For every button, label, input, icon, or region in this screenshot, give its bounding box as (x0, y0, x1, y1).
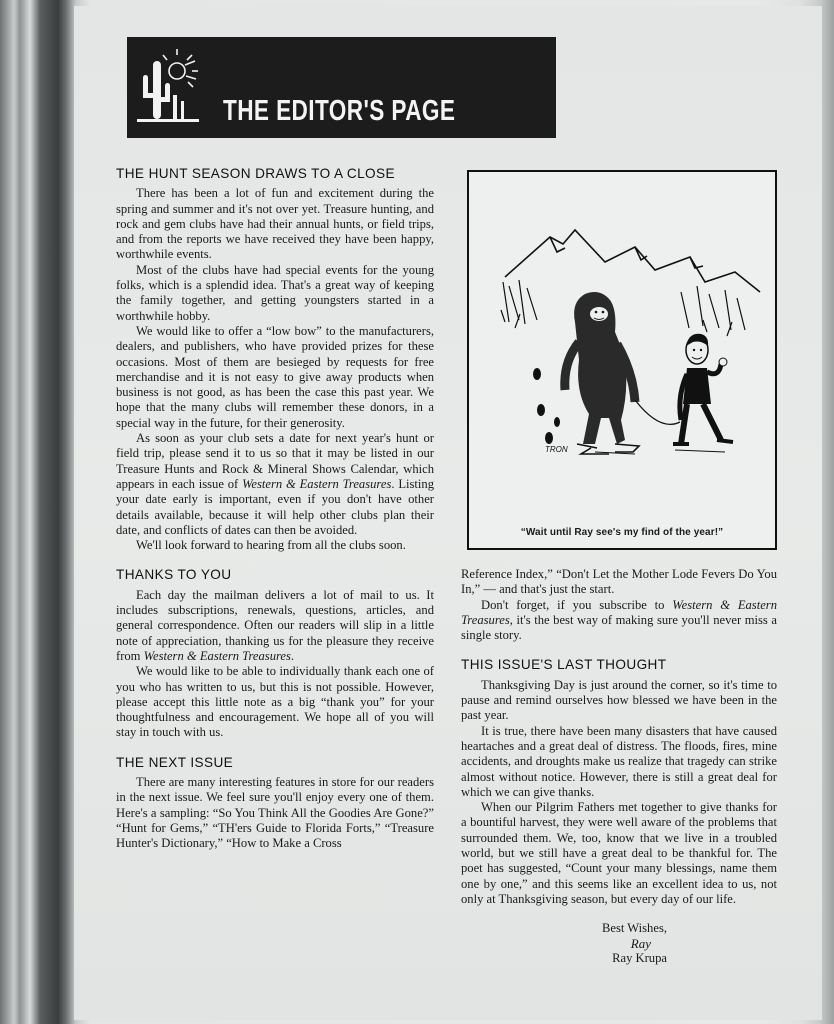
paragraph: We would like to be able to individually thank each one of you who has written to us, but this is not possible. However, please accept this little note as a big “thank you” for your thoughtfulness and encouragement. We hope all of you will stay in touch with us. (116, 664, 434, 740)
desert-cactus-sun-icon (137, 45, 199, 125)
paragraph: It is true, there have been many disasters that have caused heartaches and a great deal of distress. The floods, fires, mine accidents, and droughts make us realize that tragedy can strike almost without notice. However, there is still a great deal for which we can give thanks. (461, 723, 777, 799)
section-heading: THANKS TO YOU (116, 567, 232, 583)
paragraph: There are many interesting features in store for our readers in the next issue. We feel sure you'll enjoy every one of them. Here's a sampling: “So You Think All the Goodies Are Gone?” “Hunt for Gems,” “TH'ers Guide to Florida Forts,” “Treasure Hunter's Dictionary,” “How to Make a Cross (116, 774, 434, 851)
text-run: As soon as your club sets a date for next year's hunt or field trip, please send it to us so that it may be listed in our Treasure Hunts and Rock & Mineral Shows Calendar, which appears in each issue of (116, 431, 434, 491)
paragraph (116, 588, 434, 664)
bigfoot-figure (565, 292, 639, 454)
text-run: Don't forget, if you subscribe to (481, 597, 673, 612)
right-column (461, 567, 777, 966)
section-heading: THIS ISSUE'S LAST THOUGHT (461, 657, 667, 673)
page-title: THE EDITOR'S PAGE (223, 95, 456, 127)
section-next-issue (116, 755, 434, 852)
leash (635, 400, 680, 424)
paragraph (461, 598, 777, 644)
section-thanks (116, 567, 434, 740)
paragraph: Thanksgiving Day is just around the corner, so it's time to pause and remind ourselves how blessed we have been in the past year. (461, 677, 777, 723)
man-figure (673, 334, 733, 444)
text-run: . (290, 648, 295, 663)
text-run: Each day the mailman delivers a lot of mail to us. It includes subscriptions, renewals, questions, articles, and general correspondence. Often our readers will slip in a little note of appreciation, thanking us for the pleasure they receive from (116, 587, 434, 663)
signer-name: Ray Krupa (612, 951, 667, 966)
paragraph: We would like to offer a “low bow” to the manufacturers, dealers, and publishers, who have provided prizes for these occasions. Most of them are besieged by requests for free merchandise and it is not easy to give away products when business is not good, as has been the case this past year. We hope that the many clubs will remember these donors, in a special way in the future, for their generosity. (116, 323, 434, 430)
handwritten-initials: Ray (630, 936, 651, 952)
cartoon-panel (467, 170, 777, 550)
cartoon-caption: “Wait until Ray see's my find of the year!” (520, 527, 724, 538)
section-hunt-season (116, 166, 434, 553)
paragraph: There has been a lot of fun and excitement during the spring and summer and it's not over yet. Treasure hunting, and rock and gem clubs have had their annual hunts, or field trips, and from the reports we have received they have been happy, worthwhile events. (116, 186, 434, 262)
paragraph: Reference Index,” “Don't Let the Mother Lode Fevers Do You In,” — and that's just the start. (461, 567, 777, 597)
paragraph: Most of the clubs have had special events for the young folks, which is a splendid idea. That's a great way of keeping the family together, and getting youngsters started in a worthwhile hobby. (116, 262, 434, 323)
paragraph: We'll look forward to hearing from all the clubs soon. (136, 538, 406, 553)
bigfoot-cartoon-illustration (475, 182, 771, 512)
publication-name: Western & Eastern Treasures (143, 648, 291, 663)
text-run: , it's the best way of making sure you'll never miss a single story. (461, 612, 777, 643)
editors-page-banner (127, 37, 556, 138)
left-column (116, 166, 434, 865)
signoff (461, 921, 777, 966)
closing: Best Wishes, (601, 921, 667, 936)
ground-lines (595, 450, 725, 454)
text-run: . Listing your date early is important, even if you don't have other details available, because it will help other clubs plan their date, and conflicts of dates can then be avoided. (116, 476, 435, 537)
publication-name: Western & Eastern Treasures (242, 476, 392, 491)
paragraph (116, 431, 434, 538)
section-heading: THE HUNT SEASON DRAWS TO A CLOSE (116, 166, 395, 181)
section-last-thought (461, 657, 777, 907)
paragraph: When our Pilgrim Fathers met together to give thanks for a bountiful harvest, they were well aware of the problems that surrounded them. We, too, know that we live in a troubled world, but we still have a great deal to be thankful for. The poet has suggested, “Count your many blessings, name them one by one,” and this seems like an excellent idea to us, not only at Thanksgiving season, but every day of our life. (461, 800, 777, 906)
footprints (533, 368, 560, 444)
publication-name: Western & Eastern Treasures (461, 597, 777, 627)
artist-signature: TRON (545, 445, 568, 454)
section-heading: THE NEXT ISSUE (116, 754, 234, 770)
section-next-issue-continued (461, 567, 777, 643)
